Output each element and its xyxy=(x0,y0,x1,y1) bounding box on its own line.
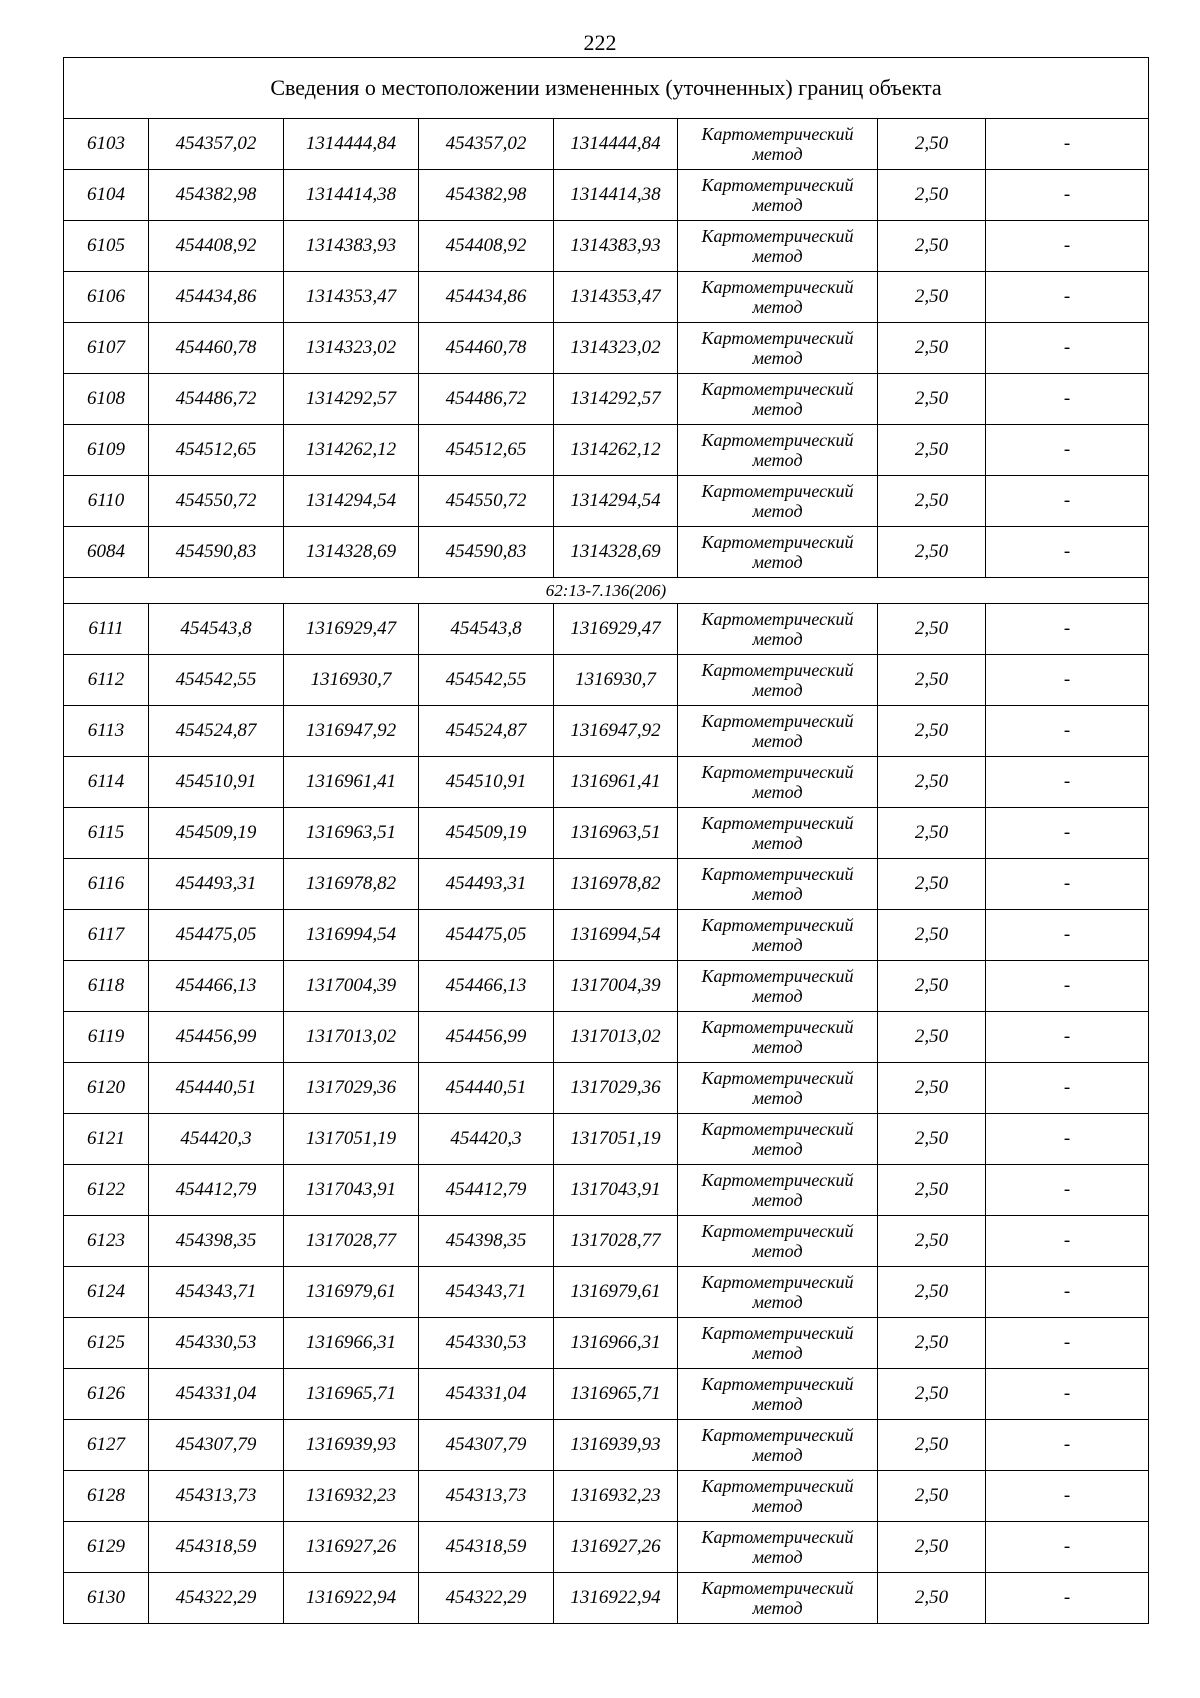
x-existing-cell: 454524,87 xyxy=(149,706,284,757)
table-row xyxy=(64,425,1149,476)
y-existing-cell: 1317029,36 xyxy=(284,1063,419,1114)
accuracy-cell: 2,50 xyxy=(878,757,986,808)
x-new-cell: 454456,99 xyxy=(419,1012,554,1063)
point-number-cell: 6114 xyxy=(64,757,149,808)
point-number-cell: 6127 xyxy=(64,1420,149,1471)
y-existing-cell: 1317013,02 xyxy=(284,1012,419,1063)
table-row xyxy=(64,170,1149,221)
method-cell: Картометрический метод xyxy=(678,221,878,272)
accuracy-cell: 2,50 xyxy=(878,1471,986,1522)
point-number-cell: 6117 xyxy=(64,910,149,961)
note-cell: - xyxy=(986,1267,1149,1318)
y-existing-cell: 1316966,31 xyxy=(284,1318,419,1369)
x-new-cell: 454412,79 xyxy=(419,1165,554,1216)
method-cell: Картометрический метод xyxy=(678,1267,878,1318)
y-new-cell: 1316947,92 xyxy=(554,706,678,757)
note-cell: - xyxy=(986,961,1149,1012)
method-cell: Картометрический метод xyxy=(678,757,878,808)
point-number-cell: 6123 xyxy=(64,1216,149,1267)
method-cell: Картометрический метод xyxy=(678,655,878,706)
point-number-cell: 6116 xyxy=(64,859,149,910)
x-new-cell: 454318,59 xyxy=(419,1522,554,1573)
y-existing-cell: 1316930,7 xyxy=(284,655,419,706)
method-cell: Картометрический метод xyxy=(678,604,878,655)
y-new-cell: 1314414,38 xyxy=(554,170,678,221)
note-cell: - xyxy=(986,757,1149,808)
point-number-cell: 6124 xyxy=(64,1267,149,1318)
accuracy-cell: 2,50 xyxy=(878,1012,986,1063)
y-new-cell: 1316965,71 xyxy=(554,1369,678,1420)
note-cell: - xyxy=(986,859,1149,910)
point-number-cell: 6120 xyxy=(64,1063,149,1114)
accuracy-cell: 2,50 xyxy=(878,1165,986,1216)
page-number: 222 xyxy=(583,30,617,55)
y-existing-cell: 1314383,93 xyxy=(284,221,419,272)
table-row xyxy=(64,1165,1149,1216)
point-number-cell: 6125 xyxy=(64,1318,149,1369)
method-cell: Картометрический метод xyxy=(678,476,878,527)
x-new-cell: 454382,98 xyxy=(419,170,554,221)
y-new-cell: 1316930,7 xyxy=(554,655,678,706)
y-existing-cell: 1316979,61 xyxy=(284,1267,419,1318)
x-new-cell: 454512,65 xyxy=(419,425,554,476)
y-new-cell: 1316939,93 xyxy=(554,1420,678,1471)
x-new-cell: 454322,29 xyxy=(419,1573,554,1624)
accuracy-cell: 2,50 xyxy=(878,961,986,1012)
table-row xyxy=(64,604,1149,655)
point-number-cell: 6103 xyxy=(64,119,149,170)
y-new-cell: 1314294,54 xyxy=(554,476,678,527)
x-new-cell: 454475,05 xyxy=(419,910,554,961)
table-row xyxy=(64,119,1149,170)
table-row xyxy=(64,1318,1149,1369)
table-row xyxy=(64,1369,1149,1420)
accuracy-cell: 2,50 xyxy=(878,1522,986,1573)
table-row xyxy=(64,1471,1149,1522)
x-existing-cell: 454408,92 xyxy=(149,221,284,272)
table-row xyxy=(64,910,1149,961)
table-row xyxy=(64,757,1149,808)
accuracy-cell: 2,50 xyxy=(878,910,986,961)
method-cell: Картометрический метод xyxy=(678,1471,878,1522)
note-cell: - xyxy=(986,808,1149,859)
x-new-cell: 454543,8 xyxy=(419,604,554,655)
y-new-cell: 1316961,41 xyxy=(554,757,678,808)
table-row xyxy=(64,323,1149,374)
y-existing-cell: 1316963,51 xyxy=(284,808,419,859)
table-title-row xyxy=(64,58,1149,119)
method-cell: Картометрический метод xyxy=(678,808,878,859)
table-title: Сведения о местоположении измененных (уточненных) границ объекта xyxy=(64,58,1149,119)
method-cell: Картометрический метод xyxy=(678,1012,878,1063)
x-new-cell: 454331,04 xyxy=(419,1369,554,1420)
coordinates-table xyxy=(63,57,1149,1624)
note-cell: - xyxy=(986,1522,1149,1573)
y-new-cell: 1317051,19 xyxy=(554,1114,678,1165)
accuracy-cell: 2,50 xyxy=(878,1267,986,1318)
note-cell: - xyxy=(986,604,1149,655)
x-new-cell: 454434,86 xyxy=(419,272,554,323)
x-existing-cell: 454420,3 xyxy=(149,1114,284,1165)
x-existing-cell: 454466,13 xyxy=(149,961,284,1012)
note-cell: - xyxy=(986,527,1149,578)
y-new-cell: 1316932,23 xyxy=(554,1471,678,1522)
x-new-cell: 454330,53 xyxy=(419,1318,554,1369)
note-cell: - xyxy=(986,1471,1149,1522)
y-existing-cell: 1316978,82 xyxy=(284,859,419,910)
note-cell: - xyxy=(986,1318,1149,1369)
accuracy-cell: 2,50 xyxy=(878,119,986,170)
y-new-cell: 1316963,51 xyxy=(554,808,678,859)
x-new-cell: 454550,72 xyxy=(419,476,554,527)
accuracy-cell: 2,50 xyxy=(878,1216,986,1267)
x-new-cell: 454466,13 xyxy=(419,961,554,1012)
table-row xyxy=(64,655,1149,706)
y-new-cell: 1316929,47 xyxy=(554,604,678,655)
y-new-cell: 1317013,02 xyxy=(554,1012,678,1063)
y-existing-cell: 1317043,91 xyxy=(284,1165,419,1216)
x-existing-cell: 454543,8 xyxy=(149,604,284,655)
y-new-cell: 1314262,12 xyxy=(554,425,678,476)
y-existing-cell: 1316927,26 xyxy=(284,1522,419,1573)
accuracy-cell: 2,50 xyxy=(878,1573,986,1624)
point-number-cell: 6109 xyxy=(64,425,149,476)
x-existing-cell: 454456,99 xyxy=(149,1012,284,1063)
table-row xyxy=(64,1063,1149,1114)
table-row xyxy=(64,1267,1149,1318)
y-existing-cell: 1317004,39 xyxy=(284,961,419,1012)
table-body xyxy=(64,58,1149,1624)
accuracy-cell: 2,50 xyxy=(878,170,986,221)
y-new-cell: 1314328,69 xyxy=(554,527,678,578)
y-new-cell: 1316927,26 xyxy=(554,1522,678,1573)
x-new-cell: 454590,83 xyxy=(419,527,554,578)
x-existing-cell: 454322,29 xyxy=(149,1573,284,1624)
point-number-cell: 6104 xyxy=(64,170,149,221)
point-number-cell: 6122 xyxy=(64,1165,149,1216)
y-new-cell: 1316979,61 xyxy=(554,1267,678,1318)
accuracy-cell: 2,50 xyxy=(878,323,986,374)
y-existing-cell: 1314414,38 xyxy=(284,170,419,221)
y-existing-cell: 1314294,54 xyxy=(284,476,419,527)
y-new-cell: 1314444,84 xyxy=(554,119,678,170)
method-cell: Картометрический метод xyxy=(678,859,878,910)
table-row xyxy=(64,221,1149,272)
section-header-row xyxy=(64,578,1149,604)
note-cell: - xyxy=(986,119,1149,170)
note-cell: - xyxy=(986,706,1149,757)
point-number-cell: 6129 xyxy=(64,1522,149,1573)
point-number-cell: 6106 xyxy=(64,272,149,323)
y-existing-cell: 1316929,47 xyxy=(284,604,419,655)
method-cell: Картометрический метод xyxy=(678,1522,878,1573)
y-new-cell: 1317043,91 xyxy=(554,1165,678,1216)
accuracy-cell: 2,50 xyxy=(878,1114,986,1165)
table-row xyxy=(64,706,1149,757)
note-cell: - xyxy=(986,272,1149,323)
x-new-cell: 454542,55 xyxy=(419,655,554,706)
note-cell: - xyxy=(986,1165,1149,1216)
note-cell: - xyxy=(986,1420,1149,1471)
y-new-cell: 1317004,39 xyxy=(554,961,678,1012)
x-new-cell: 454357,02 xyxy=(419,119,554,170)
point-number-cell: 6115 xyxy=(64,808,149,859)
x-existing-cell: 454475,05 xyxy=(149,910,284,961)
x-new-cell: 454509,19 xyxy=(419,808,554,859)
y-existing-cell: 1316994,54 xyxy=(284,910,419,961)
y-new-cell: 1316978,82 xyxy=(554,859,678,910)
note-cell: - xyxy=(986,1573,1149,1624)
x-existing-cell: 454512,65 xyxy=(149,425,284,476)
y-existing-cell: 1316939,93 xyxy=(284,1420,419,1471)
y-new-cell: 1317029,36 xyxy=(554,1063,678,1114)
y-existing-cell: 1316965,71 xyxy=(284,1369,419,1420)
accuracy-cell: 2,50 xyxy=(878,527,986,578)
x-existing-cell: 454510,91 xyxy=(149,757,284,808)
y-existing-cell: 1316932,23 xyxy=(284,1471,419,1522)
accuracy-cell: 2,50 xyxy=(878,374,986,425)
y-existing-cell: 1314292,57 xyxy=(284,374,419,425)
method-cell: Картометрический метод xyxy=(678,1369,878,1420)
x-existing-cell: 454434,86 xyxy=(149,272,284,323)
x-new-cell: 454398,35 xyxy=(419,1216,554,1267)
table-row xyxy=(64,961,1149,1012)
y-existing-cell: 1316947,92 xyxy=(284,706,419,757)
x-new-cell: 454493,31 xyxy=(419,859,554,910)
x-existing-cell: 454331,04 xyxy=(149,1369,284,1420)
x-new-cell: 454313,73 xyxy=(419,1471,554,1522)
x-existing-cell: 454357,02 xyxy=(149,119,284,170)
method-cell: Картометрический метод xyxy=(678,1165,878,1216)
accuracy-cell: 2,50 xyxy=(878,221,986,272)
y-new-cell: 1316966,31 xyxy=(554,1318,678,1369)
y-new-cell: 1314323,02 xyxy=(554,323,678,374)
x-existing-cell: 454307,79 xyxy=(149,1420,284,1471)
method-cell: Картометрический метод xyxy=(678,323,878,374)
point-number-cell: 6112 xyxy=(64,655,149,706)
point-number-cell: 6130 xyxy=(64,1573,149,1624)
table-row xyxy=(64,1522,1149,1573)
accuracy-cell: 2,50 xyxy=(878,1420,986,1471)
x-existing-cell: 454412,79 xyxy=(149,1165,284,1216)
table-row xyxy=(64,1420,1149,1471)
point-number-cell: 6107 xyxy=(64,323,149,374)
y-new-cell: 1316994,54 xyxy=(554,910,678,961)
note-cell: - xyxy=(986,1369,1149,1420)
table-row xyxy=(64,272,1149,323)
method-cell: Картометрический метод xyxy=(678,1573,878,1624)
y-existing-cell: 1314323,02 xyxy=(284,323,419,374)
method-cell: Картометрический метод xyxy=(678,1063,878,1114)
x-existing-cell: 454590,83 xyxy=(149,527,284,578)
x-new-cell: 454510,91 xyxy=(419,757,554,808)
x-new-cell: 454440,51 xyxy=(419,1063,554,1114)
method-cell: Картометрический метод xyxy=(678,706,878,757)
x-existing-cell: 454460,78 xyxy=(149,323,284,374)
x-new-cell: 454524,87 xyxy=(419,706,554,757)
y-existing-cell: 1314262,12 xyxy=(284,425,419,476)
note-cell: - xyxy=(986,221,1149,272)
table-row xyxy=(64,1012,1149,1063)
x-new-cell: 454420,3 xyxy=(419,1114,554,1165)
table-row xyxy=(64,1114,1149,1165)
x-existing-cell: 454542,55 xyxy=(149,655,284,706)
table-row xyxy=(64,808,1149,859)
y-new-cell: 1316922,94 xyxy=(554,1573,678,1624)
point-number-cell: 6105 xyxy=(64,221,149,272)
method-cell: Картометрический метод xyxy=(678,272,878,323)
accuracy-cell: 2,50 xyxy=(878,655,986,706)
accuracy-cell: 2,50 xyxy=(878,808,986,859)
table-row xyxy=(64,374,1149,425)
x-existing-cell: 454486,72 xyxy=(149,374,284,425)
note-cell: - xyxy=(986,476,1149,527)
accuracy-cell: 2,50 xyxy=(878,425,986,476)
accuracy-cell: 2,50 xyxy=(878,272,986,323)
x-existing-cell: 454382,98 xyxy=(149,170,284,221)
accuracy-cell: 2,50 xyxy=(878,1369,986,1420)
note-cell: - xyxy=(986,425,1149,476)
note-cell: - xyxy=(986,170,1149,221)
table-row xyxy=(64,1573,1149,1624)
x-existing-cell: 454330,53 xyxy=(149,1318,284,1369)
note-cell: - xyxy=(986,910,1149,961)
x-new-cell: 454307,79 xyxy=(419,1420,554,1471)
x-existing-cell: 454440,51 xyxy=(149,1063,284,1114)
y-existing-cell: 1316922,94 xyxy=(284,1573,419,1624)
method-cell: Картометрический метод xyxy=(678,1318,878,1369)
y-existing-cell: 1314353,47 xyxy=(284,272,419,323)
point-number-cell: 6126 xyxy=(64,1369,149,1420)
table-row xyxy=(64,527,1149,578)
method-cell: Картометрический метод xyxy=(678,170,878,221)
y-new-cell: 1314383,93 xyxy=(554,221,678,272)
note-cell: - xyxy=(986,1063,1149,1114)
accuracy-cell: 2,50 xyxy=(878,1063,986,1114)
y-existing-cell: 1316961,41 xyxy=(284,757,419,808)
note-cell: - xyxy=(986,1114,1149,1165)
x-new-cell: 454408,92 xyxy=(419,221,554,272)
y-existing-cell: 1317051,19 xyxy=(284,1114,419,1165)
accuracy-cell: 2,50 xyxy=(878,706,986,757)
x-new-cell: 454486,72 xyxy=(419,374,554,425)
note-cell: - xyxy=(986,655,1149,706)
table-row xyxy=(64,476,1149,527)
point-number-cell: 6111 xyxy=(64,604,149,655)
x-existing-cell: 454509,19 xyxy=(149,808,284,859)
accuracy-cell: 2,50 xyxy=(878,1318,986,1369)
point-number-cell: 6121 xyxy=(64,1114,149,1165)
y-existing-cell: 1317028,77 xyxy=(284,1216,419,1267)
method-cell: Картометрический метод xyxy=(678,910,878,961)
method-cell: Картометрический метод xyxy=(678,527,878,578)
point-number-cell: 6118 xyxy=(64,961,149,1012)
x-existing-cell: 454550,72 xyxy=(149,476,284,527)
point-number-cell: 6084 xyxy=(64,527,149,578)
x-existing-cell: 454313,73 xyxy=(149,1471,284,1522)
point-number-cell: 6108 xyxy=(64,374,149,425)
accuracy-cell: 2,50 xyxy=(878,859,986,910)
note-cell: - xyxy=(986,1012,1149,1063)
x-existing-cell: 454398,35 xyxy=(149,1216,284,1267)
y-new-cell: 1314292,57 xyxy=(554,374,678,425)
y-new-cell: 1317028,77 xyxy=(554,1216,678,1267)
y-existing-cell: 1314328,69 xyxy=(284,527,419,578)
x-new-cell: 454460,78 xyxy=(419,323,554,374)
note-cell: - xyxy=(986,323,1149,374)
method-cell: Картометрический метод xyxy=(678,374,878,425)
section-label: 62:13-7.136(206) xyxy=(64,578,1149,604)
point-number-cell: 6119 xyxy=(64,1012,149,1063)
x-existing-cell: 454493,31 xyxy=(149,859,284,910)
method-cell: Картометрический метод xyxy=(678,1216,878,1267)
point-number-cell: 6128 xyxy=(64,1471,149,1522)
method-cell: Картометрический метод xyxy=(678,425,878,476)
x-existing-cell: 454343,71 xyxy=(149,1267,284,1318)
point-number-cell: 6113 xyxy=(64,706,149,757)
accuracy-cell: 2,50 xyxy=(878,604,986,655)
x-existing-cell: 454318,59 xyxy=(149,1522,284,1573)
method-cell: Картометрический метод xyxy=(678,961,878,1012)
y-new-cell: 1314353,47 xyxy=(554,272,678,323)
table-row xyxy=(64,1216,1149,1267)
y-existing-cell: 1314444,84 xyxy=(284,119,419,170)
note-cell: - xyxy=(986,1216,1149,1267)
x-new-cell: 454343,71 xyxy=(419,1267,554,1318)
note-cell: - xyxy=(986,374,1149,425)
table-row xyxy=(64,859,1149,910)
point-number-cell: 6110 xyxy=(64,476,149,527)
accuracy-cell: 2,50 xyxy=(878,476,986,527)
method-cell: Картометрический метод xyxy=(678,1420,878,1471)
method-cell: Картометрический метод xyxy=(678,119,878,170)
method-cell: Картометрический метод xyxy=(678,1114,878,1165)
